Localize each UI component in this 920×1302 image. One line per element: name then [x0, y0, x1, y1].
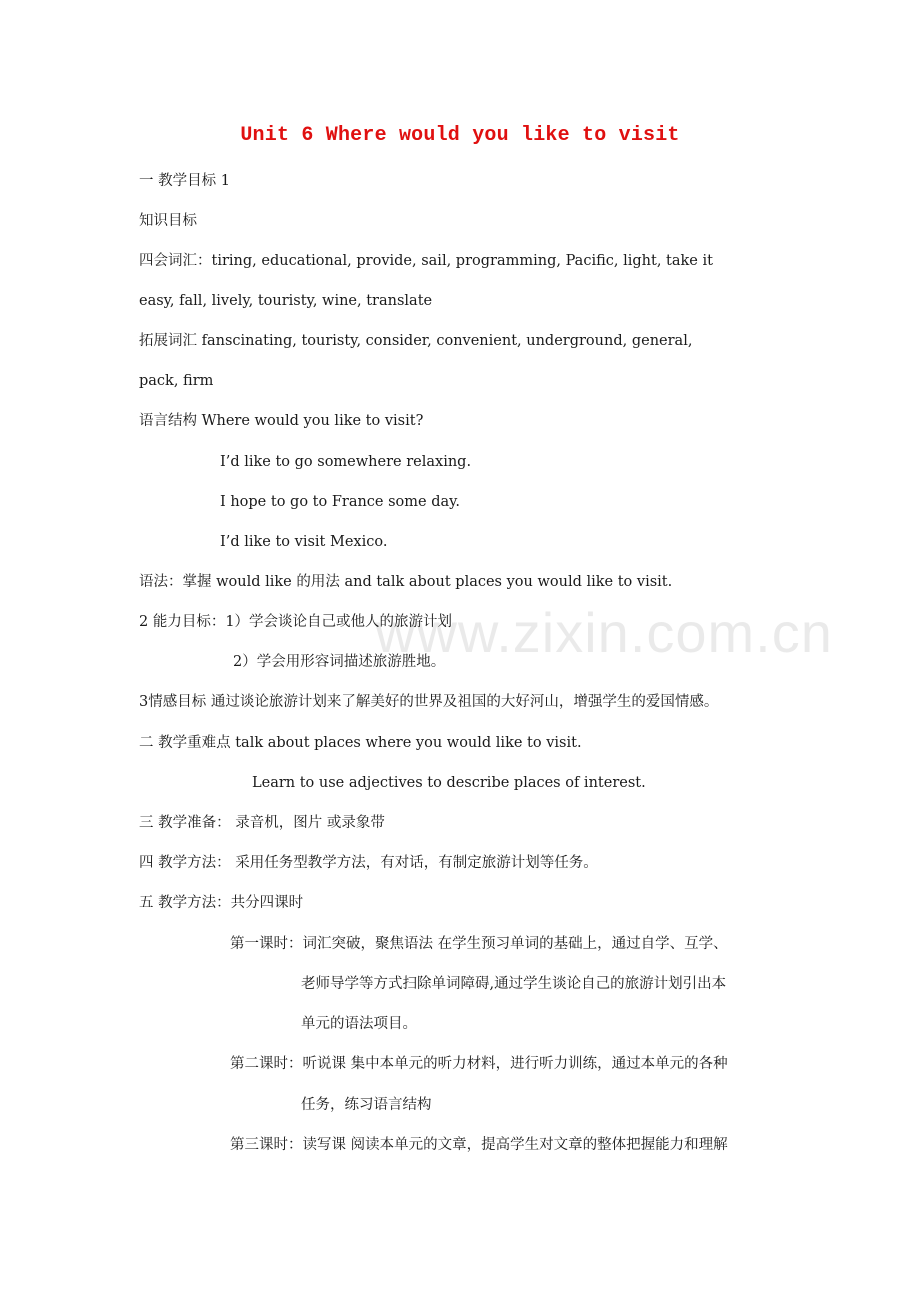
- watermark: www.zixin.com.cn: [375, 601, 833, 664]
- key-points-line-2: Learn to use adjectives to describe places of interest.: [252, 775, 646, 791]
- lesson-1-line-2: 老师导学等方式扫除单词障碍,通过学生谈论自己的旅游计划引出本: [301, 976, 727, 992]
- language-structure-line-4: I’d like to visit Mexico.: [220, 534, 388, 550]
- lesson-2-line-1: 第二课时：听说课 集中本单元的听力材料，进行听力训练，通过本单元的各种: [230, 1056, 728, 1072]
- knowledge-objectives-label: 知识目标: [139, 213, 197, 229]
- section-objectives-heading: 一 教学目标 1: [139, 173, 230, 189]
- emotional-objectives-line: 3情感目标 通过谈论旅游计划来了解美好的世界及祖国的大好河山，增强学生的爱国情感。: [139, 694, 719, 710]
- key-points-line-1: 二 教学重难点 talk about places where you would like to visit.: [139, 735, 582, 751]
- extended-vocabulary-line-2: pack, firm: [139, 373, 214, 389]
- grammar-line: 语法：掌握 would like 的用法 and talk about places you would like to visit.: [139, 574, 673, 590]
- lesson-2-line-2: 任务，练习语言结构: [301, 1097, 432, 1113]
- ability-objectives-line-1: 2 能力目标：1）学会谈论自己或他人的旅游计划: [139, 614, 453, 630]
- lesson-plan-heading: 五 教学方法：共分四课时: [139, 895, 304, 911]
- lesson-1-line-1: 第一课时：词汇突破，聚焦语法 在学生预习单词的基础上，通过自学、互学、: [230, 936, 728, 952]
- teaching-preparation-line: 三 教学准备： 录音机，图片 或录象带: [139, 815, 385, 831]
- document-title: Unit 6 Where would you like to visit: [240, 124, 680, 147]
- language-structure-line-3: I hope to go to France some day.: [220, 494, 461, 510]
- core-vocabulary-line-2: easy, fall, lively, touristy, wine, translate: [139, 293, 433, 309]
- teaching-method-line: 四 教学方法： 采用任务型教学方法，有对话，有制定旅游计划等任务。: [139, 855, 598, 871]
- extended-vocabulary-line-1: 拓展词汇 fanscinating, touristy, consider, convenient, underground, general,: [139, 333, 693, 349]
- lesson-3-line-1: 第三课时：读写课 阅读本单元的文章，提高学生对文章的整体把握能力和理解: [230, 1137, 728, 1153]
- core-vocabulary-line-1: 四会词汇：tiring, educational, provide, sail, programming, Pacific, light, take it: [139, 253, 713, 269]
- ability-objectives-line-2: 2）学会用形容词描述旅游胜地。: [233, 654, 446, 670]
- language-structure-line-2: I’d like to go somewhere relaxing.: [220, 454, 472, 470]
- language-structure-line-1: 语言结构 Where would you like to visit?: [139, 413, 424, 429]
- lesson-1-line-3: 单元的语法项目。: [301, 1016, 417, 1032]
